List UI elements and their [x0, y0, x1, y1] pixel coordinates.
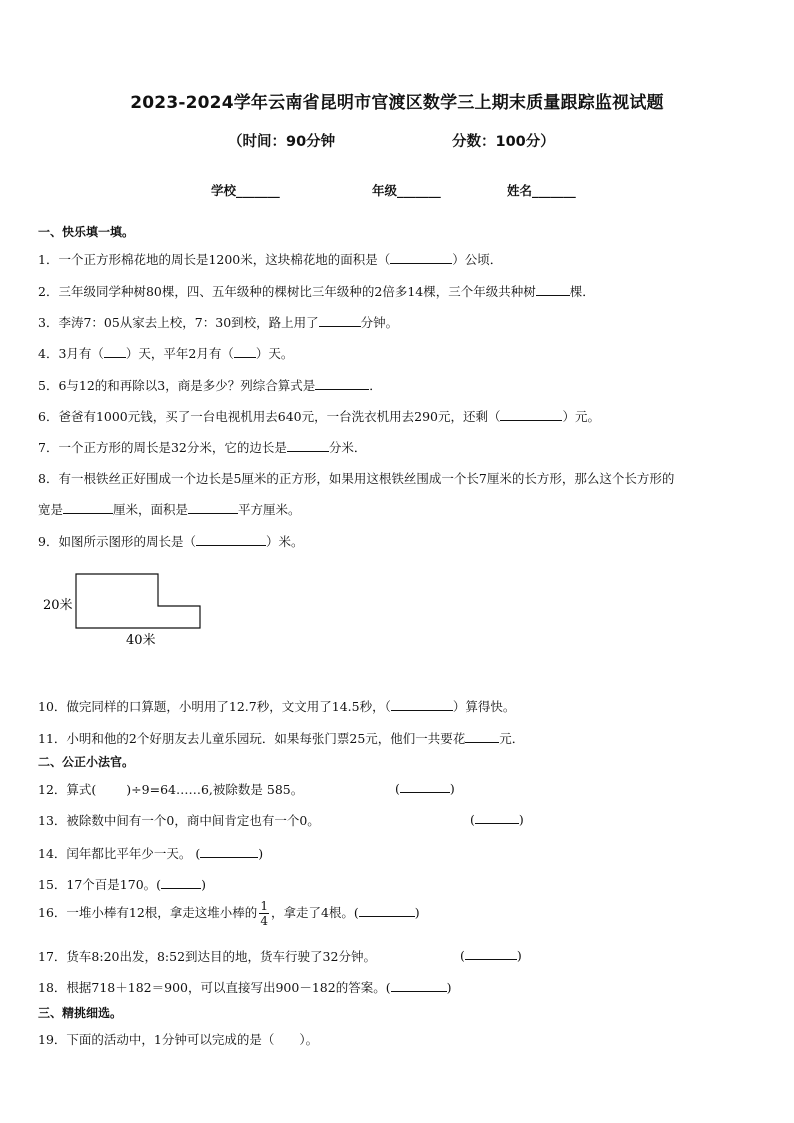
answer-blank[interactable] — [104, 345, 126, 358]
question-12-answer[interactable]: ( ) — [395, 781, 455, 796]
answer-blank[interactable] — [63, 501, 113, 514]
answer-blank[interactable] — [234, 345, 256, 358]
answer-blank[interactable] — [287, 439, 329, 452]
section-1-heading: 一、快乐填一填。 — [38, 225, 135, 239]
section-2-heading: 二、公正小法官。 — [38, 755, 135, 769]
school-field[interactable]: 学校_______ — [211, 183, 280, 198]
question-16: 16．一堆小棒有12根，拿走这堆小棒的 $\frac{1}{4}$ ，拿走了4根。( ) — [38, 899, 420, 928]
answer-blank[interactable] — [391, 698, 453, 711]
answer-blank[interactable] — [500, 408, 562, 421]
question-13-answer[interactable]: ( ) — [470, 812, 524, 827]
question-15: 15．17个百是170。( ) — [38, 877, 206, 892]
composite-shape-figure — [38, 566, 218, 656]
question-1: 1．一个正方形棉花地的周长是1200米，这块棉花地的面积是（ ）公顷． — [38, 252, 503, 267]
total-score: 分数：100分） — [452, 134, 555, 150]
question-4: 4．3月有（ ）天，平年2月有（ ）天。 — [38, 346, 294, 361]
answer-blank[interactable] — [315, 377, 369, 390]
answer-blank[interactable] — [536, 283, 570, 296]
question-2: 2．三年级同学种树80棵，四、五年级种的棵树比三年级种的2倍多14棵，三个年级共种树 棵． — [38, 284, 595, 299]
question-18: 18．根据718＋182＝900，可以直接写出900－182的答案。( ) — [38, 980, 452, 995]
answer-blank[interactable] — [161, 876, 201, 889]
question-3: 3．李涛7：05从家去上校，7：30到校，路上用了 分钟。 — [38, 315, 399, 330]
question-17: 17．货车8:20出发，8:52到达目的地，货车行驶了32分钟。 — [38, 949, 376, 964]
time-limit: （时间：90分钟 — [228, 134, 336, 150]
question-8-continued: 宽是 厘米，面积是 平方厘米。 — [38, 502, 301, 517]
answer-blank[interactable] — [188, 501, 238, 514]
answer-blank[interactable] — [391, 979, 447, 992]
answer-blank[interactable] — [200, 845, 258, 858]
l-shaped-outline — [76, 574, 200, 628]
question-19: 19．下面的活动中，1分钟可以完成的是（ ）。 — [38, 1032, 319, 1047]
grade-field[interactable]: 年级_______ — [372, 183, 441, 198]
answer-blank[interactable] — [319, 314, 361, 327]
question-11: 11．小明和他的2个好朋友去儿童乐园玩．如果每张门票25元，他们一共要花 元． — [38, 731, 525, 746]
fraction-one-quarter: $\frac{1}{4}$ — [260, 899, 268, 928]
answer-blank[interactable] — [359, 904, 415, 917]
answer-blank[interactable] — [390, 251, 452, 264]
width-label: 40米 — [126, 633, 156, 648]
section-3-heading: 三、精挑细选。 — [38, 1006, 123, 1020]
question-12: 12．算式( )÷9=64……6,被除数是 585。 — [38, 782, 304, 797]
question-6: 6．爸爸有1000元钱，买了一台电视机用去640元，一台洗衣机用去290元，还剩（ ）元。 — [38, 409, 600, 424]
question-17-answer[interactable]: ( ) — [460, 948, 522, 963]
answer-blank[interactable] — [465, 730, 499, 743]
question-5: 5．6与12的和再除以3，商是多少？列综合算式是 ． — [38, 378, 382, 393]
question-9: 9．如图所示图形的周长是（ ）米。 — [38, 534, 304, 549]
name-field[interactable]: 姓名_______ — [507, 183, 576, 198]
question-10: 10．做完同样的口算题，小明用了12.7秒，文文用了14.5秒，（ ）算得快。 — [38, 699, 516, 714]
question-13: 13．被除数中间有一个0，商中间肯定也有一个0。 — [38, 813, 320, 828]
answer-blank[interactable] — [196, 533, 266, 546]
question-7: 7．一个正方形的周长是32分米，它的边长是 分米． — [38, 440, 367, 455]
height-label: 20米 — [43, 598, 73, 613]
question-8: 8．有一根铁丝正好围成一个边长是5厘米的正方形，如果用这根铁丝围成一个长7厘米的长方形，那么这个长方形的 — [38, 471, 675, 486]
question-14: 14．闰年都比平年少一天。 ( ) — [38, 846, 264, 861]
exam-title: 2023-2024学年云南省昆明市官渡区数学三上期末质量跟踪监视试题 — [130, 93, 664, 113]
